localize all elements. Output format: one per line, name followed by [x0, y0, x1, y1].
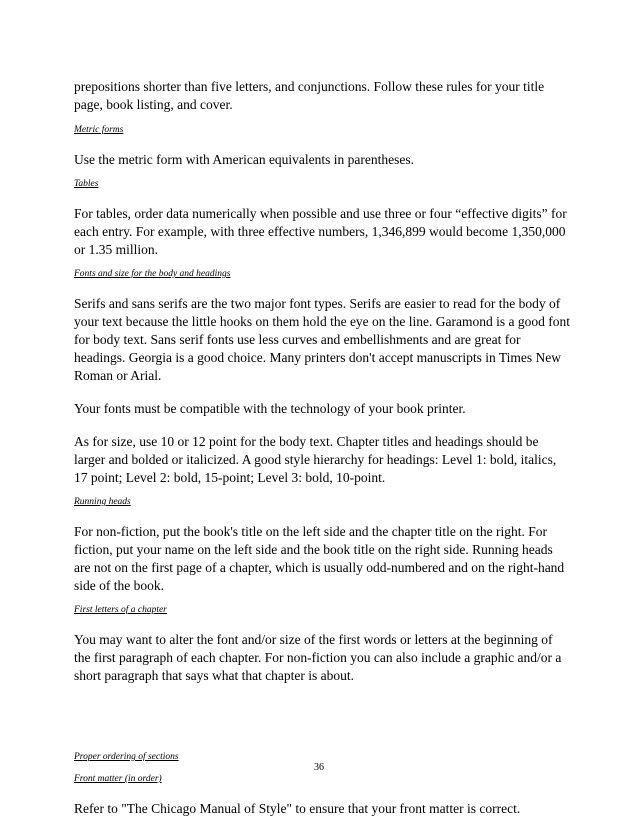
front-matter-paragraph: Refer to "The Chicago Manual of Style" to ensure that your front matter is correct. — [74, 801, 521, 816]
fonts-paragraph-2: Your fonts must be compatible with the technology of your book printer. — [74, 401, 466, 416]
heading-first-letters: First letters of a chapter — [74, 605, 167, 615]
heading-running-heads: Running heads — [74, 497, 131, 507]
running-heads-paragraph: For non-fiction, put the book's title on the left side and the chapter title on the right. For fiction, put your name on the left side and the book title on the right side. Running heads are not on the first page of a chapter, which is usually odd-numbered and on the right-hand side of the book. — [74, 524, 565, 593]
heading-fonts-and-size: Fonts and size for the body and headings — [74, 269, 231, 279]
heading-proper-ordering: Proper ordering of sections — [74, 752, 179, 762]
heading-metric-forms: Metric forms — [74, 125, 124, 135]
fonts-paragraph-1: Serifs and sans serifs are the two major font types. Serifs are easier to read for the body of your text because the little hooks on them hold the eye on the line. Garamond is a good font for body text. Sans serif fonts use less curves and embellishments and are great for headings. Georgia is a good choice. Many printers don't accept manuscripts in Times New Roman or Arial. — [74, 296, 571, 383]
document-page — [74, 78, 570, 818]
page-number: 36 — [314, 762, 324, 773]
first-letters-paragraph: You may want to alter the font and/or size of the first words or letters at the beginning of the first paragraph of each chapter. For non-fiction you can also include a graphic and/or a short paragraph that says what that chapter is about. — [74, 632, 562, 683]
heading-tables: Tables — [74, 179, 99, 189]
fonts-paragraph-3: As for size, use 10 or 12 point for the body text. Chapter titles and headings should be larger and bolded or italicized. A good style hierarchy for headings: Level 1: bold, italics, 17 point; Level 2: bold, 15-point; Level 3: bold, 10-point. — [74, 434, 557, 485]
metric-paragraph: Use the metric form with American equivalents in parentheses. — [74, 152, 415, 167]
intro-paragraph: prepositions shorter than five letters, and conjunctions. Follow these rules for your title page, book listing, and cover. — [74, 79, 545, 112]
tables-paragraph: For tables, order data numerically when possible and use three or four “effective digits” for each entry. For example, with three effective numbers, 1,346,899 would become 1,350,000 or 1.35 million. — [74, 206, 567, 257]
heading-front-matter: Front matter (in order) — [74, 774, 162, 784]
